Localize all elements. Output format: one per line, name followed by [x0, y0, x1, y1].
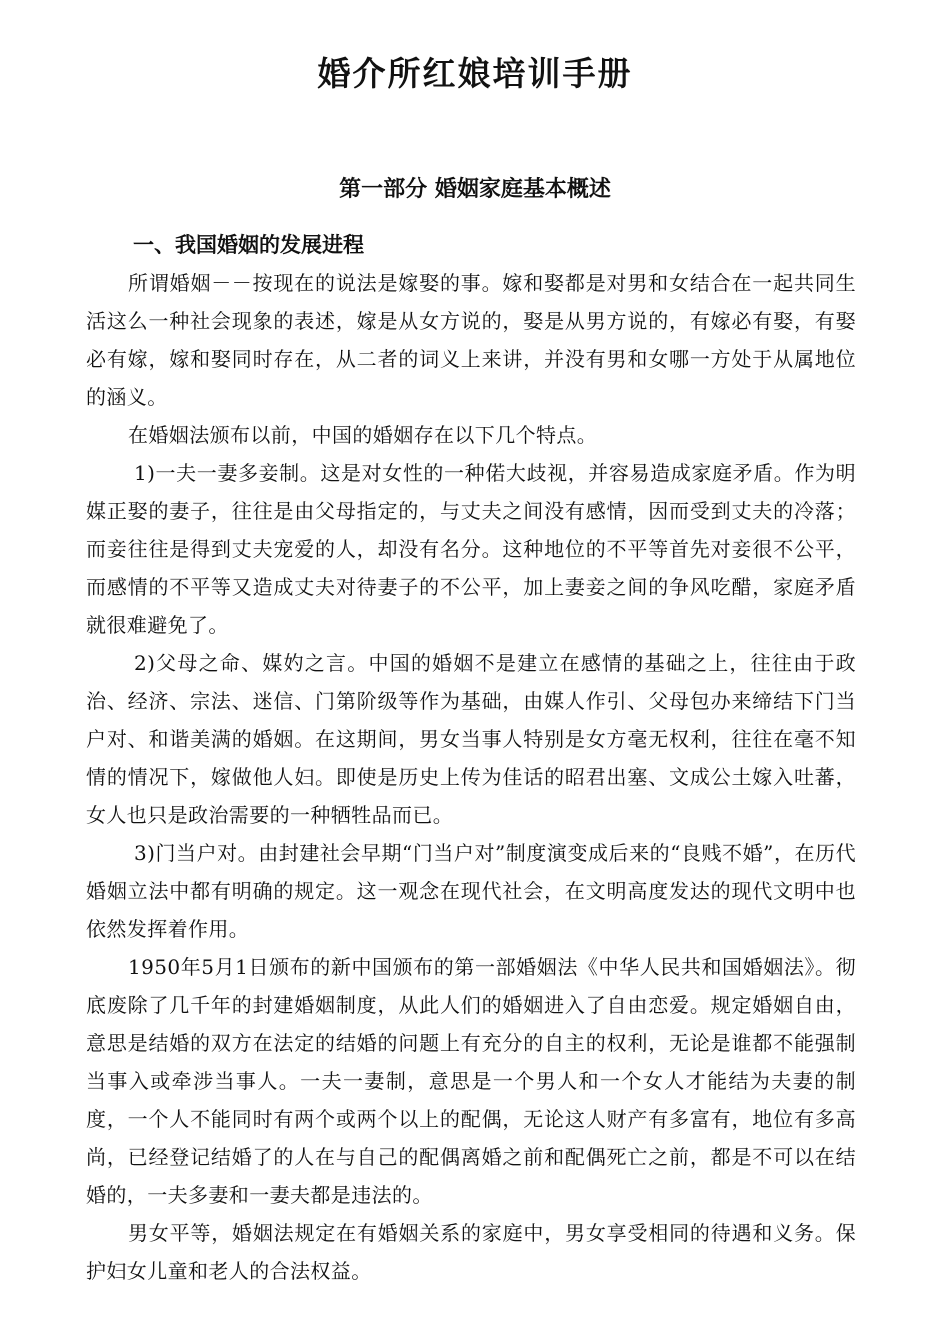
part-title: 第一部分 婚姻家庭基本概述 — [339, 176, 611, 202]
body-text — [86, 264, 856, 1290]
paragraph-marriage-law-1950: 1950年5月1日颁布的新中国颁布的第一部婚姻法《中华人民共和国婚姻法》。彻底废除了几千年的封建婚姻制度，从此人们的婚姻进入了自由恋爱。规定婚姻自由，意思是结婚的双方在法定的结婚的问题上有充分的自主的权利，无论是谁都不能强制当事入或牵涉当事人。一夫一妻制，意思是一个男人和一个女人才能结为夫妻的制度，一个人不能同时有两个或两个以上的配偶，无论这人财产有多富有，地位有多高尚，已经登记结婚了的人在与自己的配偶离婚之前和配偶死亡之前，都是不可以在结婚的，一夫多妻和一妻夫都是违法的。 — [86, 955, 856, 1207]
section-heading: 一、我国婚姻的发展进程 — [133, 233, 364, 257]
paragraph-item-matching-status: 3)门当户对。由封建社会早期“门当户对”制度演变成后来的“良贱不婚”，在历代婚姻立法中都有明确的规定。这一观念在现代社会，在文明高度发达的现代文明中也依然发挥着作用。 — [86, 841, 856, 941]
document-title: 婚介所红娘培训手册 — [317, 54, 633, 93]
paragraph-pre-law-intro: 在婚姻法颁布以前，中国的婚姻存在以下几个特点。 — [128, 423, 598, 447]
paragraph-item-arranged-marriage: 2)父母之命、媒妁之言。中国的婚姻不是建立在感情的基础之上，往往由于政治、经济、宗法、迷信、门第阶级等作为基础，由媒人作引、父母包办来缔结下门当户对、和谐美满的婚姻。在这期间，男女当事人特别是女方毫无权利，往往在毫不知情的情况下，嫁做他人妇。即使是历史上传为佳话的昭君出塞、文成公土嫁入吐蕃，女人也只是政治需要的一种牺牲品而已。 — [86, 651, 856, 827]
paragraph-gender-equality: 男女平等，婚姻法规定在有婚姻关系的家庭中，男女享受相同的待遇和义务。保护妇女儿童和老人的合法权益。 — [86, 1221, 856, 1283]
paragraph-marriage-definition: 所谓婚姻－－按现在的说法是嫁娶的事。嫁和娶都是对男和女结合在一起共同生活这么一种社会现象的表述，嫁是从女方说的，娶是从男方说的，有嫁必有娶，有娶必有嫁，嫁和娶同时存在，从二者的词义上来讲，并没有男和女哪一方处于从属地位的涵义。 — [86, 271, 856, 409]
paragraph-item-concubinage: 1)一夫一妻多妾制。这是对女性的一种偌大歧视，并容易造成家庭矛盾。作为明媒正娶的妻子，往往是由父母指定的，与丈夫之间没有感情，因而受到丈夫的冷落；而妾往往是得到丈夫宠爱的人，却没有名分。这种地位的不平等首先对妾很不公平，而感情的不平等又造成丈夫对待妻子的不公平，加上妻妾之间的争风吃醋，家庭矛盾就很难避免了。 — [86, 461, 856, 637]
